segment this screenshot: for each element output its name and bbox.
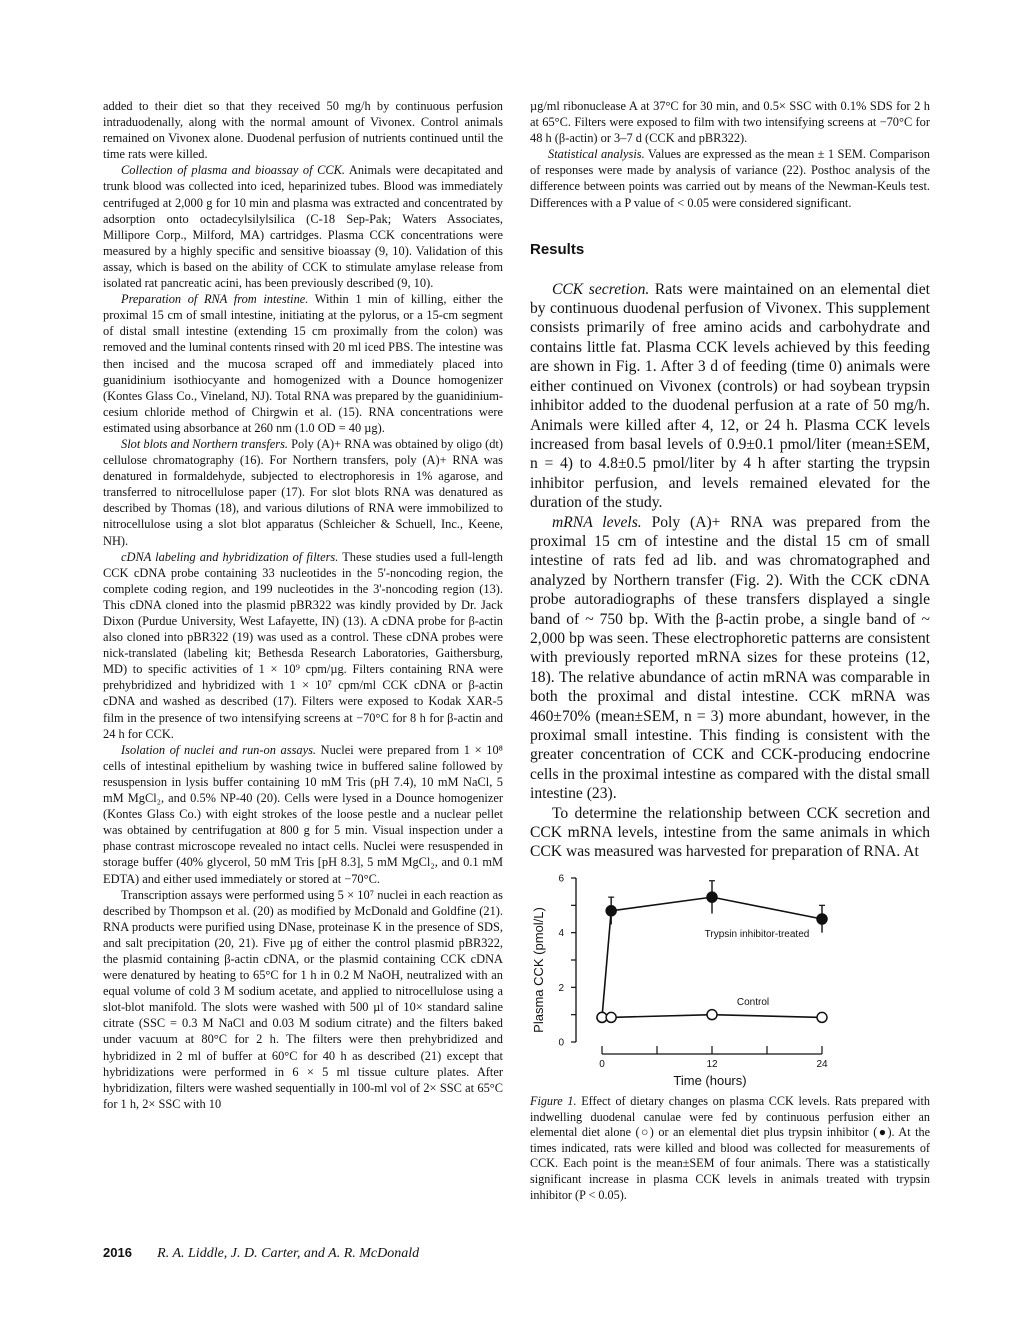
data-point-treated [707,892,717,902]
paragraph-plasma-collection: Collection of plasma and bioassay of CCK. Animals were decapitated and trunk blood was collected into iced, heparinized tubes. Blood was immediately centrifuged at 2,000 g for 10 min and plasma was extracted and concentrated by adsorption onto octadecylsilylsilica (C-18 Sep-Pak; Waters Associates, Millipore Corp., Milford, MA) cartridges. Plasma CCK concentrations were measured by a highly specific and sensitive bioassay (9, 10). Validation of this assay, which is based on the ability of CCK to stimulate amylase release from isolated rat pancreatic acini, has been previously described (9, 10). [103,163,504,291]
paragraph-slot-blots: Slot blots and Northern transfers. Poly (A)+ RNA was obtained by oligo (dt) cellulose chromatography (16). For Northern transfers, poly (A)+ RNA was denatured in formaldehyde, subjected to electrophoresis in 1% agarose, and transferred to nitrocellulose paper (17). For slot blots RNA was denatured as described by Thomas (18), and various dilutions of RNA were immobilized to nitrocellulose using a slot blot apparatus (Schleicher & Schuell, Inc., Keene, NH). [103,436,503,548]
data-point-treated [817,914,827,924]
caption-label: Figure 1. [530,1094,577,1108]
page-number: 2016 [103,1245,132,1260]
data-point-control [707,1010,717,1020]
x-axis-label: Time (hours) [673,1073,747,1088]
data-point-treated [606,906,616,916]
subheading-rna-preparation: Preparation of RNA from intestine. [121,292,309,307]
paragraph-cck-secretion: CCK secretion. Rats were maintained on an elemental diet by continuous duodenal perfusion of Vivonex. This supplement consists primarily of free amino acids and carbohydrate and contains little fat. Plasma CCK levels achieved by this feeding are shown in Fig. 1. After 3 d of feeding (time 0) animals were either continued on Vivonex (controls) or had soybean trypsin inhibitor added to the duodenal perfusion at a rate of 50 mg/h. Animals were killed after 4, 12, or 24 h. Plasma CCK levels increased from basal levels of 0.9±0.1 pmol/liter (mean±SEM, n = 4) to 4.8±0.5 pmol/liter by 4 h after starting the trypsin inhibitor perfusion, and levels remained elevated for the duration of the study. [530,280,930,512]
paragraph-ribonuclease: µg/ml ribonuclease A at 37°C for 30 min, and 0.5× SSC with 0.1% SDS for 2 h at 65°C. Filters were exposed to film with two intensifying screens at −70°C for 48 h (β-actin) or 3–7 d (CCK and pBR322). [530,99,930,146]
data-point-control [606,1012,616,1022]
chart-series [597,881,827,1023]
caption-text: Effect of dietary changes on plasma CCK levels. Rats prepared with indwelling duodenal canulae were fed by continuous perfusion either an elemental diet alone (○) or an elemental diet plus trypsin inhibitor (●). At the times indicated, rats were killed and blood was collected for measurements of CCK. Each point is the mean±SEM of four animals. There was a statistically significant increase in plasma CCK levels in animals treated with trypsin inhibitor (P < 0.05). [530,1094,931,1202]
paragraph-rna-preparation: Preparation of RNA from intestine. Within 1 min of killing, either the proximal 15 cm of small intestine, initiating at the pylorus, or a 15-cm segment of distal small intestine (extending 15 cm proximally from the colon) was removed and the luminal contents rinsed with 20 ml iced PBS. The intestine was then incised and the mucosa scraped off and immediately placed into guanidinium isothiocyante and homogenized with a Dounce homogenizer (Kontes Glass Co., Vineland, NJ). Total RNA was prepared by the guanidinium-cesium chloride method of Chirgwin et al. (15). RNA concentrations were estimated using absorbance at 260 nm (1.0 OD = 40 µg). [103,292,503,435]
paragraph-mrna-levels: mRNA levels. Poly (A)+ RNA was prepared from the proximal 15 cm of intestine and the distal 15 cm of small intestine of rats fed ad lib. and was chromatographed and analyzed by Northern transfer (Fig. 2). With the CCK cDNA probe autoradiographs of these transfers displayed a single band of ~ 750 bp. With the β-actin probe, a single band of ~ 2,000 bp was seen. These electrophoretic patterns are consistent with previously reported mRNA sizes for these proteins (12, 18). The relative abundance of actin mRNA was comparable in both the proximal and distal intestine. CCK mRNA was 460±70% (mean±SEM, n = 3) more abundant, however, in the proximal small intestine. This finding is consistent with the greater concentration of CCK and CCK-producing endocrine cells in the proximal intestine as compared with the distal small intestine (23). [530,513,931,803]
subheading-plasma-collection: Collection of plasma and bioassay of CCK. [121,163,346,178]
legend-control: Control [736,997,770,1008]
series-line-treated [602,897,822,1017]
paragraph-nuclei-isolation: Isolation of nuclei and run-on assays. Nuclei were prepared from 1 × 10⁸ cells of intestinal epithelium by washing twice in buffered saline followed by resuspension in lysis buffer containing 10 mM Tris (pH 7.4), 10 mM NaCl, 5 mM MgCl₂, and 0.5% NP-40 (20). Cells were lysed in a Dounce homogenizer (Kontes Glass Co.) with eight strokes of the loose pestle and a nuclear pellet was obtained by centrifugation at 800 g for 5 min. Visual inspection under a phase contrast microscope revealed no intact cells. Nuclei were resuspended in storage buffer (40% glycerol, 50 mM Tris [pH 8.3], 5 mM MgCl₂, and 0.1 mM EDTA) and either used immediately or stored at −70°C. [103,742,503,886]
subheading-cck-secretion: CCK secretion. [552,280,650,298]
x-tick-label: 0 [599,1059,605,1070]
subheading-slot-blots: Slot blots and Northern transfers. [121,436,289,451]
paragraph-cdna-labeling: cDNA labeling and hybridization of filters. These studies used a full-length CCK cDNA probe containing 33 nucleotides in the 5'-noncoding region, the complete coding region, and 199 nucleotides in the 3'-noncoding region (13). This cDNA cloned into the plasmid pBR322 was kindly provided by Dr. Jack Dixon (Purdue University, West Lafayette, IN) (13). A cDNA probe for β-actin also cloned into pBR322 (19) was used as a control. These cDNA probes were nick-translated (labeling kit; Bethesda Research Laboratories, Gaithersburg, MD) to specific activities of 1 × 10⁹ cpm/µg. Filters containing RNA were prehybridized and hybridized with 1 × 10⁷ cpm/ml CCK cDNA or β-actin cDNA and washed as described (17). Filters were exposed to Kodak XAR-5 film in the presence of two intensifying screens at −70°C for 8 h for β-actin and 24 h for CCK. [103,549,503,741]
subheading-nuclei-isolation: Isolation of nuclei and run-on assays. [121,742,317,757]
data-point-control [817,1012,827,1022]
paragraph-diet-continued: added to their diet so that they received 50 mg/h by continuous perfusion intraduodenally, along with the normal amount of Vivonex. Control animals remained on Vivonex alone. Duodenal perfusion of nutrients continued until the time rats were killed. [103,99,503,162]
paragraph-relationship: To determine the relationship between CCK secretion and CCK mRNA levels, intestine from the same animals in which CCK was measured was harvested for preparation of RNA. At [530,804,930,861]
subheading-mrna-levels: mRNA levels. [552,513,642,531]
subheading-cdna-labeling: cDNA labeling and hybridization of filters. [121,549,339,564]
x-tick-label: 12 [706,1059,718,1070]
y-tick-label: 4 [558,928,564,940]
paragraph-transcription-assays: Transcription assays were performed using 5 × 10⁷ nuclei in each reaction as described by Thompson et al. (20) as modified by McDonald and Goldfine (21). RNA products were purified using DNase, proteinase K in the presence of SDS, and salt precipitation (20, 21). Five µg of either the control plasmid pBR322, the plasmid containing β-actin cDNA, or the plasmid containing CCK cDNA were denatured by heating to 65°C for 1 h in 0.2 M NaOH, neutralized with an equal volume of cold 3 M sodium acetate, and applied to nitrocellulose using a slot-blot manifold. The slots were washed with 500 µl of 10× standard saline citrate (SSC = 0.3 M NaCl and 0.03 M sodium citrate) and the filters baked under vacuum at 80°C for 2 h. The filters were then prehybridized and hybridized in 2 ml of buffer at 60°C for 40 h as described (21) except that hybridizations were performed in 6 × 5 ml tissue culture plates. After hybridization, filters were washed sequentially in 100-ml vol of 2× SSC at 65°C for 1 h, 2× SSC with 10 [103,887,503,1111]
y-axis-label: Plasma CCK (pmol/L) [531,907,546,1033]
right-column [530,98,930,862]
running-authors: R. A. Liddle, J. D. Carter, and A. R. McDonald [157,1246,420,1261]
paragraph-statistics: Statistical analysis. Values are expressed as the mean ± 1 SEM. Comparison of responses were made by analysis of variance (22). Posthoc analysis of the difference between points was carried out by means of the Newman-Keuls test. Differences with a P value of < 0.05 were considered significant. [530,147,930,210]
page-footer [103,1245,419,1262]
section-heading-results: Results [530,240,585,258]
y-tick-label: 6 [558,873,564,885]
figure-1-caption [530,1094,930,1203]
figure-1-chart [530,866,840,1096]
y-tick-label: 0 [558,1037,564,1049]
y-tick-label: 2 [558,982,564,994]
legend-trypsin-inhibitor-treated: Trypsin inhibitor-treated [704,929,810,940]
left-column [103,98,503,1112]
x-tick-label: 24 [816,1059,828,1070]
chart-axes [558,874,828,1071]
subheading-statistics: Statistical analysis. [548,147,645,162]
